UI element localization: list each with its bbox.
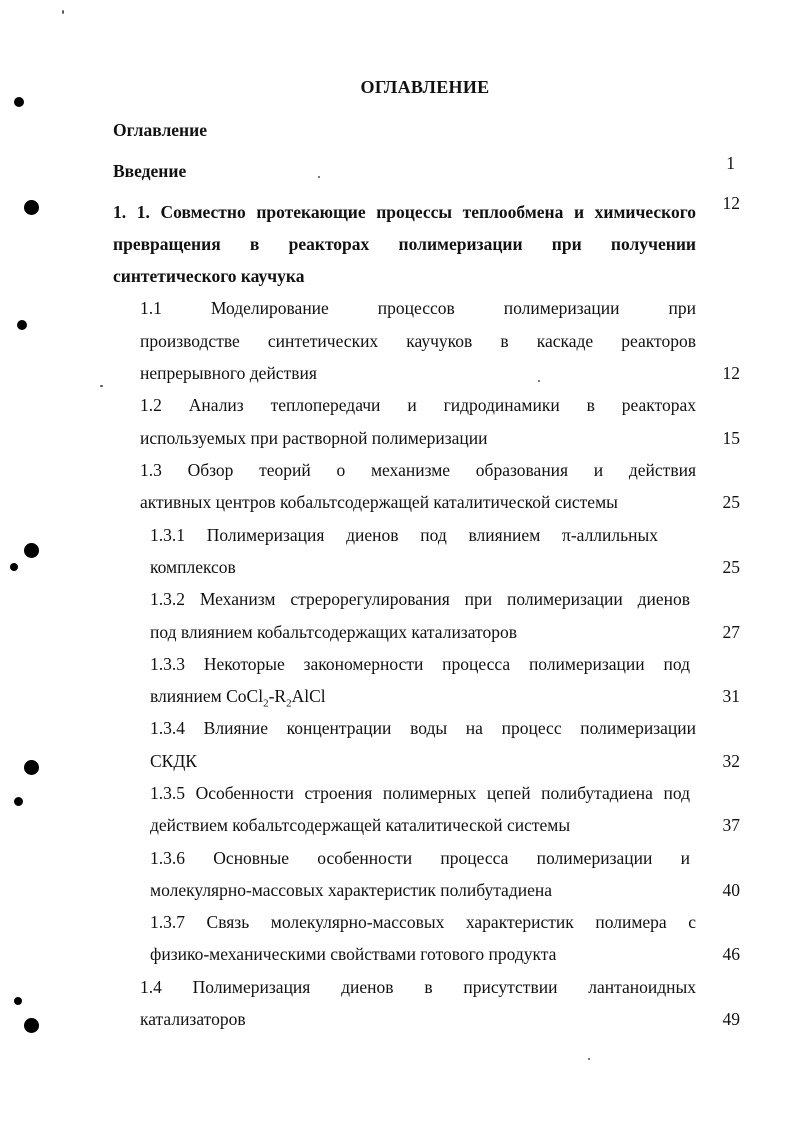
punch-mark bbox=[14, 997, 22, 1005]
toc-item-1-3-1-line2: комплексов bbox=[150, 557, 236, 577]
toc-item-1-3-5-line1: 1.3.5 Особенности строения полимерных цепей полибутадиена под bbox=[150, 783, 690, 803]
scan-speck bbox=[62, 10, 64, 14]
toc-item-1-1-line3: непрерывного действия bbox=[140, 363, 317, 383]
toc-item-1-3-7-line2: физико-механическими свойствами готового продукта bbox=[150, 944, 557, 964]
toc-page-ch1: 12 bbox=[722, 193, 740, 213]
punch-hole bbox=[24, 543, 39, 558]
scan-speck bbox=[538, 380, 540, 382]
toc-item-1-3-line1: 1.3 Обзор теорий о механизме образования и действия bbox=[140, 460, 696, 480]
formula-sub-1: 2 bbox=[263, 697, 269, 710]
punch-mark bbox=[10, 563, 18, 571]
toc-page-1-3-5: 37 bbox=[722, 815, 740, 835]
toc-page-1-3-1: 25 bbox=[722, 557, 740, 577]
toc-item-1-4-line1: 1.4 Полимеризация диенов в присутствии лантаноидных bbox=[140, 977, 696, 997]
punch-hole bbox=[24, 200, 39, 215]
punch-hole bbox=[24, 760, 39, 775]
punch-hole bbox=[24, 1018, 39, 1033]
scan-speck bbox=[588, 1058, 590, 1060]
toc-item-vvedenie: Введение bbox=[113, 161, 187, 181]
scan-speck bbox=[318, 176, 320, 178]
page-title: ОГЛАВЛЕНИЕ bbox=[360, 77, 490, 97]
toc-page-1-4: 49 bbox=[722, 1009, 740, 1029]
toc-page-1-1: 12 bbox=[722, 363, 740, 383]
formula-prefix: влиянием CoCl bbox=[150, 686, 264, 706]
toc-item-1-1-line1: 1.1 Моделирование процессов полимеризации при bbox=[140, 298, 696, 318]
toc-item-1-2-line2: используемых при растворной полимеризации bbox=[140, 428, 488, 448]
punch-mark bbox=[17, 320, 27, 330]
toc-item-1-3-5-line2: действием кобальтсодержащей каталитической системы bbox=[150, 815, 571, 835]
toc-item-1-3-2-line2: под влиянием кобальтсодержащих катализаторов bbox=[150, 622, 517, 642]
toc-page-vvedenie: 1 bbox=[726, 153, 735, 173]
punch-mark bbox=[14, 797, 23, 806]
toc-item-ch1-line1: 1. 1. Совместно протекающие процессы теплообмена и химического bbox=[113, 202, 696, 222]
punch-mark bbox=[14, 97, 24, 107]
toc-item-1-3-6-line2: молекулярно-массовых характеристик полибутадиена bbox=[150, 880, 552, 900]
toc-item-1-2-line1: 1.2 Анализ теплопередачи и гидродинамики в реакторах bbox=[140, 395, 696, 415]
toc-item-1-1-line2: производстве синтетических каучуков в каскаде реакторов bbox=[140, 331, 696, 351]
toc-item-1-3-3-line1: 1.3.3 Некоторые закономерности процесса полимеризации под bbox=[150, 654, 690, 674]
toc-item-oglavlenie: Оглавление bbox=[113, 120, 207, 140]
toc-item-1-3-6-line1: 1.3.6 Основные особенности процесса полимеризации и bbox=[150, 848, 690, 868]
formula-mid: -R bbox=[268, 686, 287, 706]
formula-suffix: AlCl bbox=[291, 686, 326, 706]
toc-page-1-3-7: 46 bbox=[722, 944, 740, 964]
toc-item-1-3-3-line2 bbox=[150, 686, 326, 710]
scan-speck bbox=[100, 385, 103, 387]
toc-page-1-3-4: 32 bbox=[722, 751, 740, 771]
toc-page-1-3-6: 40 bbox=[722, 880, 740, 900]
toc-item-1-3-1-line1: 1.3.1 Полимеризация диенов под влиянием π-аллильных bbox=[150, 525, 658, 545]
toc-item-1-3-line2: активных центров кобальтсодержащей каталитической системы bbox=[140, 492, 618, 512]
toc-page-1-3-3: 31 bbox=[722, 686, 740, 706]
toc-item-1-3-4-line2: СКДК bbox=[150, 751, 197, 771]
toc-item-ch1-line2: превращения в реакторах полимеризации при получении bbox=[113, 234, 696, 254]
formula-sub-2: 2 bbox=[286, 697, 292, 710]
toc-item-1-3-4-line1: 1.3.4 Влияние концентрации воды на процесс полимеризации bbox=[150, 718, 696, 738]
toc-item-1-4-line2: катализаторов bbox=[140, 1009, 246, 1029]
toc-page-1-3-2: 27 bbox=[722, 622, 740, 642]
toc-item-1-3-7-line1: 1.3.7 Связь молекулярно-массовых характеристик полимера с bbox=[150, 912, 696, 932]
toc-page-1-3: 25 bbox=[722, 492, 740, 512]
toc-page-1-2: 15 bbox=[722, 428, 740, 448]
toc-item-1-3-2-line1: 1.3.2 Механизм стрерорегулирования при полимеризации диенов bbox=[150, 589, 690, 609]
toc-item-ch1-line3: синтетического каучука bbox=[113, 266, 305, 286]
